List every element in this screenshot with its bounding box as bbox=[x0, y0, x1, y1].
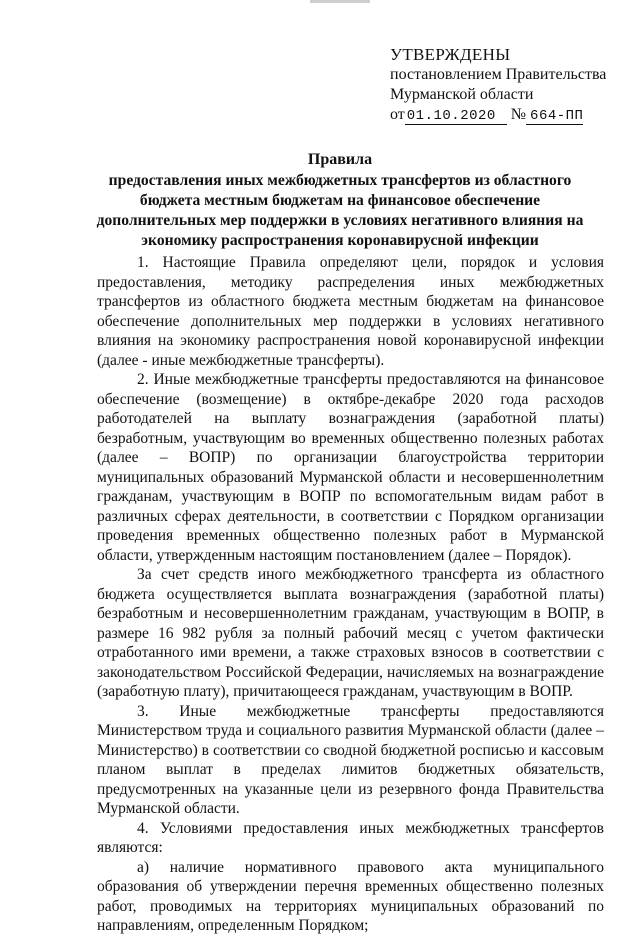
paragraph-4a: а) наличие нормативного правового акта муниципального образования об утверждении перечня временных общественно полезных работ, проводимых на территориях муниципальных образований по направлениям, определенным Порядком; bbox=[97, 858, 604, 934]
paragraph-1: 1. Настоящие Правила определяют цели, порядок и условия предоставления, методику распределения иных межбюджетных трансфертов из областного бюджета местным бюджетам на финансовое обеспечение дополнительных мер поддержки в условиях негативного влияния на экономику распространения новой коронавирусной инфекции (далее - иные межбюджетные трансферты). bbox=[97, 254, 604, 369]
approval-number-prefix: № bbox=[510, 106, 527, 123]
title-main: Правила bbox=[307, 151, 373, 168]
approval-date: 01.10.2020 bbox=[405, 108, 507, 125]
title-line: экономику распространения коронавирусной инфекции bbox=[141, 232, 539, 249]
approval-number: 664-ПП bbox=[526, 108, 583, 125]
title-line: предоставления иных межбюджетных трансфертов из областного bbox=[108, 172, 572, 189]
approval-line-decree: постановлением Правительства bbox=[390, 66, 607, 83]
document-title bbox=[70, 150, 610, 251]
approval-line-region: Мурманской области bbox=[390, 86, 534, 103]
paragraph-2-funding: За счет средств иного межбюджетного трансферта из областного бюджета осуществляется выплата вознаграждения (заработной платы) безработным и несовершеннолетним гражданам, участвующим в ВОПР, в размере 16 982 рубля за полный рабочий месяц с учетом фактически отработанного ими времени, а также страховых взносов в соответствии с законодательством Российской Федерации, начисляемых на вознаграждение (заработную плату), причитающееся гражданам, участвующим в ВОПР. bbox=[97, 566, 604, 700]
paragraph-3: 3. Иные межбюджетные трансферты предоставляются Министерством труда и социального развития Мурманской области (далее – Министерство) в соответствии со сводной бюджетной росписью и кассовым планом выплат в пределах лимитов бюджетных обязательств, предусмотренных на указанные цели из резервного фонда Правительства Мурманской области. bbox=[97, 702, 604, 817]
title-line: дополнительных мер поддержки в условиях негативного влияния на bbox=[96, 212, 584, 229]
approval-heading: УТВЕРЖДЕНЫ bbox=[390, 45, 511, 64]
paragraph-2: 2. Иные межбюджетные трансферты предоставляются на финансовое обеспечение (возмещение) в октябре-декабре 2020 года расходов работодателей на выплату вознаграждения (заработной платы) безработным, участвующим во временных общественно полезных работах (далее – ВОПР) по организации благоустройства территории муниципальных образований Мурманской области и несовершеннолетним гражданам, участвующим в ВОПР по вспомогательным видам работ в различных сферах деятельности, в соответствии с Порядком организации проведения временных общественно полезных работ в Мурманской области, утвержденным настоящим постановлением (далее – Порядок). bbox=[97, 371, 604, 564]
title-line: бюджета местным бюджетам на финансовое обеспечение bbox=[139, 192, 541, 209]
approval-date-line bbox=[390, 105, 606, 125]
approval-date-prefix: от bbox=[390, 106, 405, 123]
document-body bbox=[97, 253, 604, 936]
scan-edge-mark bbox=[310, 0, 370, 3]
paragraph-4: 4. Условиями предоставления иных межбюджетных трансфертов являются: bbox=[97, 819, 604, 856]
approval-stamp bbox=[390, 45, 606, 125]
